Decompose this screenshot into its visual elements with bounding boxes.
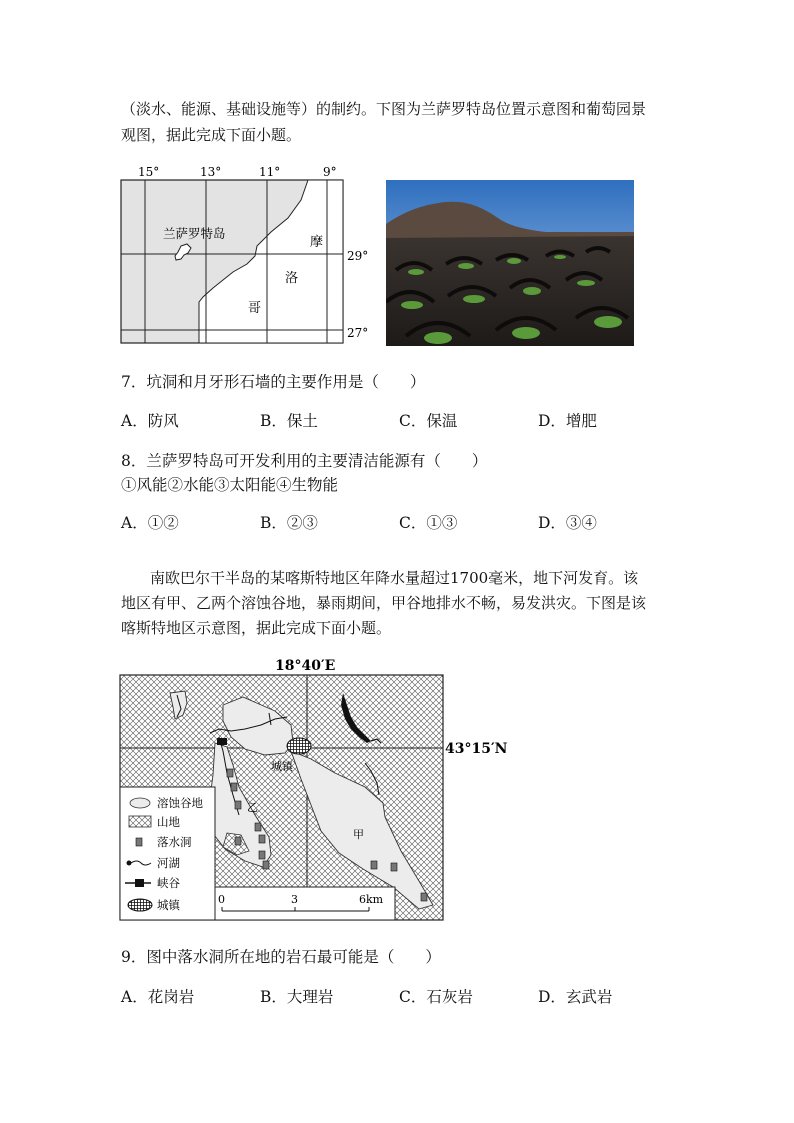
legend [120, 787, 215, 920]
vineyard-photo [386, 180, 634, 346]
country-char-2: 洛 [285, 271, 299, 286]
longitude-label: 18°40′E [275, 658, 336, 674]
scale-6km: 6km [359, 893, 384, 906]
lon-label-9: 9° [323, 165, 337, 179]
intro-line-1: （淡水、能源、基础设施等）的制约。下图为兰萨罗特岛位置示意图和葡萄园景 [121, 100, 647, 118]
q8-statements: ①风能②水能③太阳能④生物能 [121, 476, 339, 494]
q8-option-b[interactable]: B．②③ [260, 514, 318, 532]
valley-jia-label: 甲 [353, 828, 364, 841]
q8-stem: 8．兰萨罗特岛可开发利用的主要清洁能源有（ ） [121, 452, 488, 470]
scale-bar [215, 887, 395, 920]
q9-stem: 9．图中落水洞所在地的岩石最可能是（ ） [121, 948, 441, 966]
q9-option-b[interactable]: B．大理岩 [260, 988, 334, 1006]
intro-line-2: 观图，据此完成下面小题。 [121, 126, 302, 144]
scale-3: 3 [291, 893, 298, 906]
lat-label-27: 27° [347, 326, 369, 340]
legend-sinkhole: 落水洞 [157, 835, 192, 849]
legend-karst-valley: 溶蚀谷地 [157, 796, 203, 810]
legend-canyon: 峡谷 [157, 876, 180, 890]
legend-town: 城镇 [157, 898, 180, 912]
lat-label-29: 29° [347, 249, 369, 263]
q9-option-c[interactable]: C．石灰岩 [399, 988, 473, 1006]
country-char-1: 摩 [310, 235, 324, 250]
q8-option-d[interactable]: D．③④ [538, 514, 597, 532]
valley-yi-label: 乙 [247, 801, 258, 814]
intro2-line-1: 南欧巴尔干半岛的某喀斯特地区年降水量超过1700毫米，地下河发育。该 [150, 569, 639, 587]
intro2-line-3: 喀斯特地区示意图，据此完成下面小题。 [121, 619, 392, 637]
lon-label-11: 11° [259, 165, 281, 179]
legend-mountain: 山地 [157, 815, 180, 829]
q9-option-a[interactable]: A．花岗岩 [121, 988, 195, 1006]
town-label: 城镇 [271, 760, 293, 773]
scale-0: 0 [218, 893, 225, 906]
legend-river-lake: 河湖 [157, 856, 180, 870]
lanzarote-location-map [105, 160, 380, 350]
country-char-3: 哥 [248, 301, 262, 316]
q7-option-a[interactable]: A．防风 [121, 412, 179, 430]
town-marker [287, 738, 311, 754]
q7-stem: 7．坑洞和月牙形石墙的主要作用是（ ） [121, 373, 426, 391]
q9-option-d[interactable]: D．玄武岩 [538, 988, 613, 1006]
lon-label-15: 15° [138, 165, 160, 179]
lon-label-13: 13° [200, 165, 222, 179]
karst-region-map [115, 655, 525, 925]
latitude-label: 43°15′N [445, 741, 508, 757]
q8-option-a[interactable]: A．①② [121, 514, 179, 532]
q7-option-b[interactable]: B．保土 [260, 412, 318, 430]
intro2-line-2: 地区有甲、乙两个溶蚀谷地，暴雨期间，甲谷地排水不畅，易发洪灾。下图是该 [121, 594, 647, 612]
q7-option-c[interactable]: C．保温 [399, 412, 458, 430]
canyon-west [217, 738, 227, 745]
q7-option-d[interactable]: D．增肥 [538, 412, 597, 430]
q8-option-c[interactable]: C．①③ [399, 514, 458, 532]
island-label: 兰萨罗特岛 [163, 226, 226, 241]
